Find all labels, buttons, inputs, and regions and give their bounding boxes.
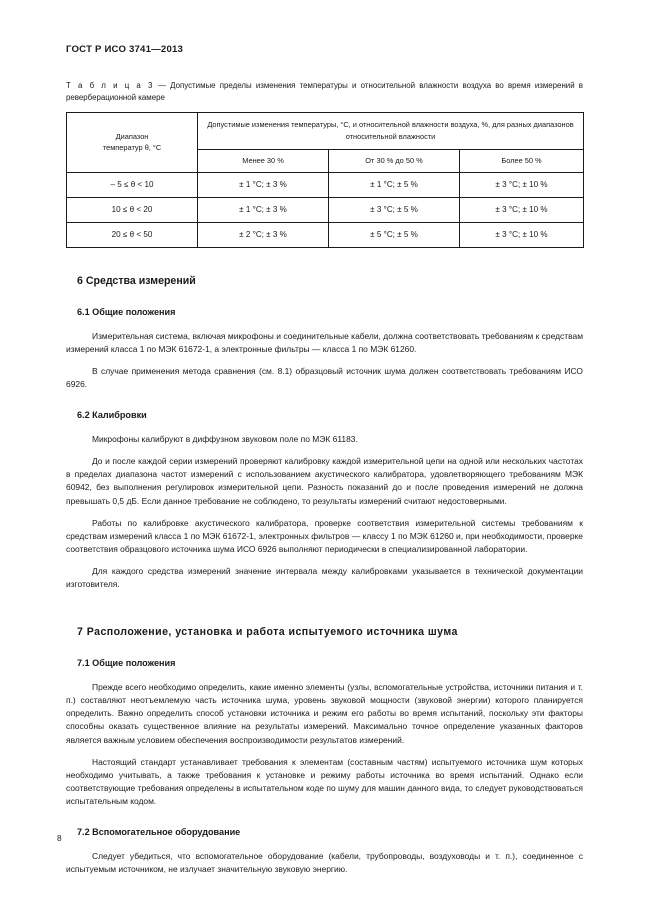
table-cell-30to50: ± 3 °C; ± 5 % bbox=[329, 197, 460, 222]
table-row bbox=[67, 197, 584, 222]
section-6-2-paragraph-1: Микрофоны калибруют в диффузном звуковом поле по МЭК 61183. bbox=[92, 434, 358, 445]
table-cell-30to50: ± 1 °C; ± 5 % bbox=[329, 172, 460, 197]
section-7-2-paragraph-1: Следует убедиться, что вспомогательное оборудование (кабели, трубопроводы, воздуховоды и т. п.), соединенное с испытуемым источником, не излучает значительную звуковую энергию. bbox=[66, 850, 583, 875]
table-cell-range: 10 ≤ θ < 20 bbox=[67, 197, 198, 222]
section-6-title: 6 Средства измерений bbox=[77, 274, 196, 287]
table-header-sub-1: От 30 % до 50 % bbox=[329, 149, 460, 172]
section-7-1-paragraph-2: Настоящий стандарт устанавливает требования к элементам (составным частям) испытуемого источника шум которых необходимо учитывать, а также требования к установке и режиму работы источника во время испытаний. Однако если соответствующие требования определены в испытательном коде по шуму для машин данного вида, то следует руководствоваться испытательным кодом. bbox=[66, 756, 583, 806]
table-cell-lt30: ± 1 °C; ± 3 % bbox=[198, 172, 329, 197]
table-header-span-line2: %, для разных диапазонов относительной влажности bbox=[345, 120, 574, 141]
table-caption-label: Т а б л и ц а 3 bbox=[66, 81, 154, 90]
standard-header: ГОСТ Р ИСО 3741—2013 bbox=[66, 44, 184, 55]
table-cell-gt50: ± 3 °C; ± 10 % bbox=[460, 172, 584, 197]
table-cell-range: 20 ≤ θ < 50 bbox=[67, 222, 198, 247]
section-7-2-title: 7.2 Вспомогательное оборудование bbox=[77, 826, 241, 837]
table-header-sub-2: Более 50 % bbox=[460, 149, 584, 172]
table-3 bbox=[66, 112, 584, 248]
table-caption-text: Допустимые пределы изменения температуры и относительной влажности воздуха во время измерений в реверберационной камере bbox=[66, 81, 584, 103]
table-cell-range: – 5 ≤ θ < 10 bbox=[67, 172, 198, 197]
table-header-span-col bbox=[198, 112, 584, 149]
table-row bbox=[67, 222, 584, 247]
section-6-2-title: 6.2 Калибровки bbox=[77, 410, 147, 421]
table-header-sub-0: Менее 30 % bbox=[198, 149, 329, 172]
table-header-range-line2: температур θ, °С bbox=[102, 143, 162, 153]
table-cell-gt50: ± 3 °C; ± 10 % bbox=[460, 222, 584, 247]
section-6-2-paragraph-3: Работы по калибровке акустического калибратора, проверке соответствия измерительной системы требованиям к средствам измерений класса 1 по МЭК 61672-1, электронных фильтров — классу 1 по МЭК 61260 и, при необходимости, проверке соответствия образцового источника шума ИСО 6926 выполняют периодически в специализированной лаборатории. bbox=[66, 517, 583, 554]
section-7-title: 7 Расположение, установка и работа испытуемого источника шума bbox=[77, 626, 458, 639]
section-6-2-paragraph-2: До и после каждой серии измерений проверяют калибровку каждой измерительной цепи на одной или нескольких частотах в пределах диапазона частот измерений с использованием акустического калибратора, удовлетворяющего требованиям МЭК 60942, без выполнения регулировок измерительной цепи. Разность показаний до и после проведения измерений не должна превышать 0,5 дБ. Если данное требование не соблюдено, то результаты измерений считают недостоверными. bbox=[66, 456, 583, 506]
section-6-1-paragraph-2: В случае применения метода сравнения (см. 8.1) образцовый источник шума должен соответствовать требованиям ИСО 6926. bbox=[66, 366, 583, 390]
section-6-2-paragraph-4: Для каждого средства измерений значение интервала между калибровками указывается в технической документации изготовителя. bbox=[66, 565, 583, 590]
table-cell-30to50: ± 5 °C; ± 5 % bbox=[329, 222, 460, 247]
table-header-row-top bbox=[67, 112, 584, 149]
table-cell-lt30: ± 1 °C; ± 3 % bbox=[198, 197, 329, 222]
section-6-1-title: 6.1 Общие положения bbox=[77, 306, 176, 317]
section-7-1-paragraph-1: Прежде всего необходимо определить, какие именно элементы (узлы, вспомогательные устройства, источники питания и т. п.) составляют неотъемлемую часть источника шума, уровень звуковой мощности (звуковой энергии) которого планируется определить. Важно определить способ установки источника и режим его работы во время испытаний, поскольку эти факторы способны оказать существенное влияние на результаты измерений. Максимально точное определение указанных факторов является важным условием обеспечения воспроизводимости результатов измерений. bbox=[66, 682, 583, 745]
table-cell-lt30: ± 2 °C; ± 3 % bbox=[198, 222, 329, 247]
table-header-range-line1: Диапазон bbox=[115, 131, 149, 141]
table-caption bbox=[66, 80, 583, 105]
page-number: 8 bbox=[57, 833, 62, 843]
table-cell-gt50: ± 3 °C; ± 10 % bbox=[460, 197, 584, 222]
page-content bbox=[66, 80, 583, 876]
table-caption-dash: — bbox=[153, 81, 171, 90]
table-header-span-line1: Допустимые изменения температуры, °С, и относительной влажности воздуха, bbox=[207, 120, 480, 130]
section-6-1-paragraph-1: Измерительная система, включая микрофоны и соединительные кабели, должна соответствовать требованиям к средствам измерений класса 1 по МЭК 61672-1, а электронные фильтры — класса 1 по МЭК 61260. bbox=[66, 330, 583, 354]
section-7-1-title: 7.1 Общие положения bbox=[77, 658, 176, 669]
table-header-range-col bbox=[67, 112, 198, 172]
table-row bbox=[67, 172, 584, 197]
